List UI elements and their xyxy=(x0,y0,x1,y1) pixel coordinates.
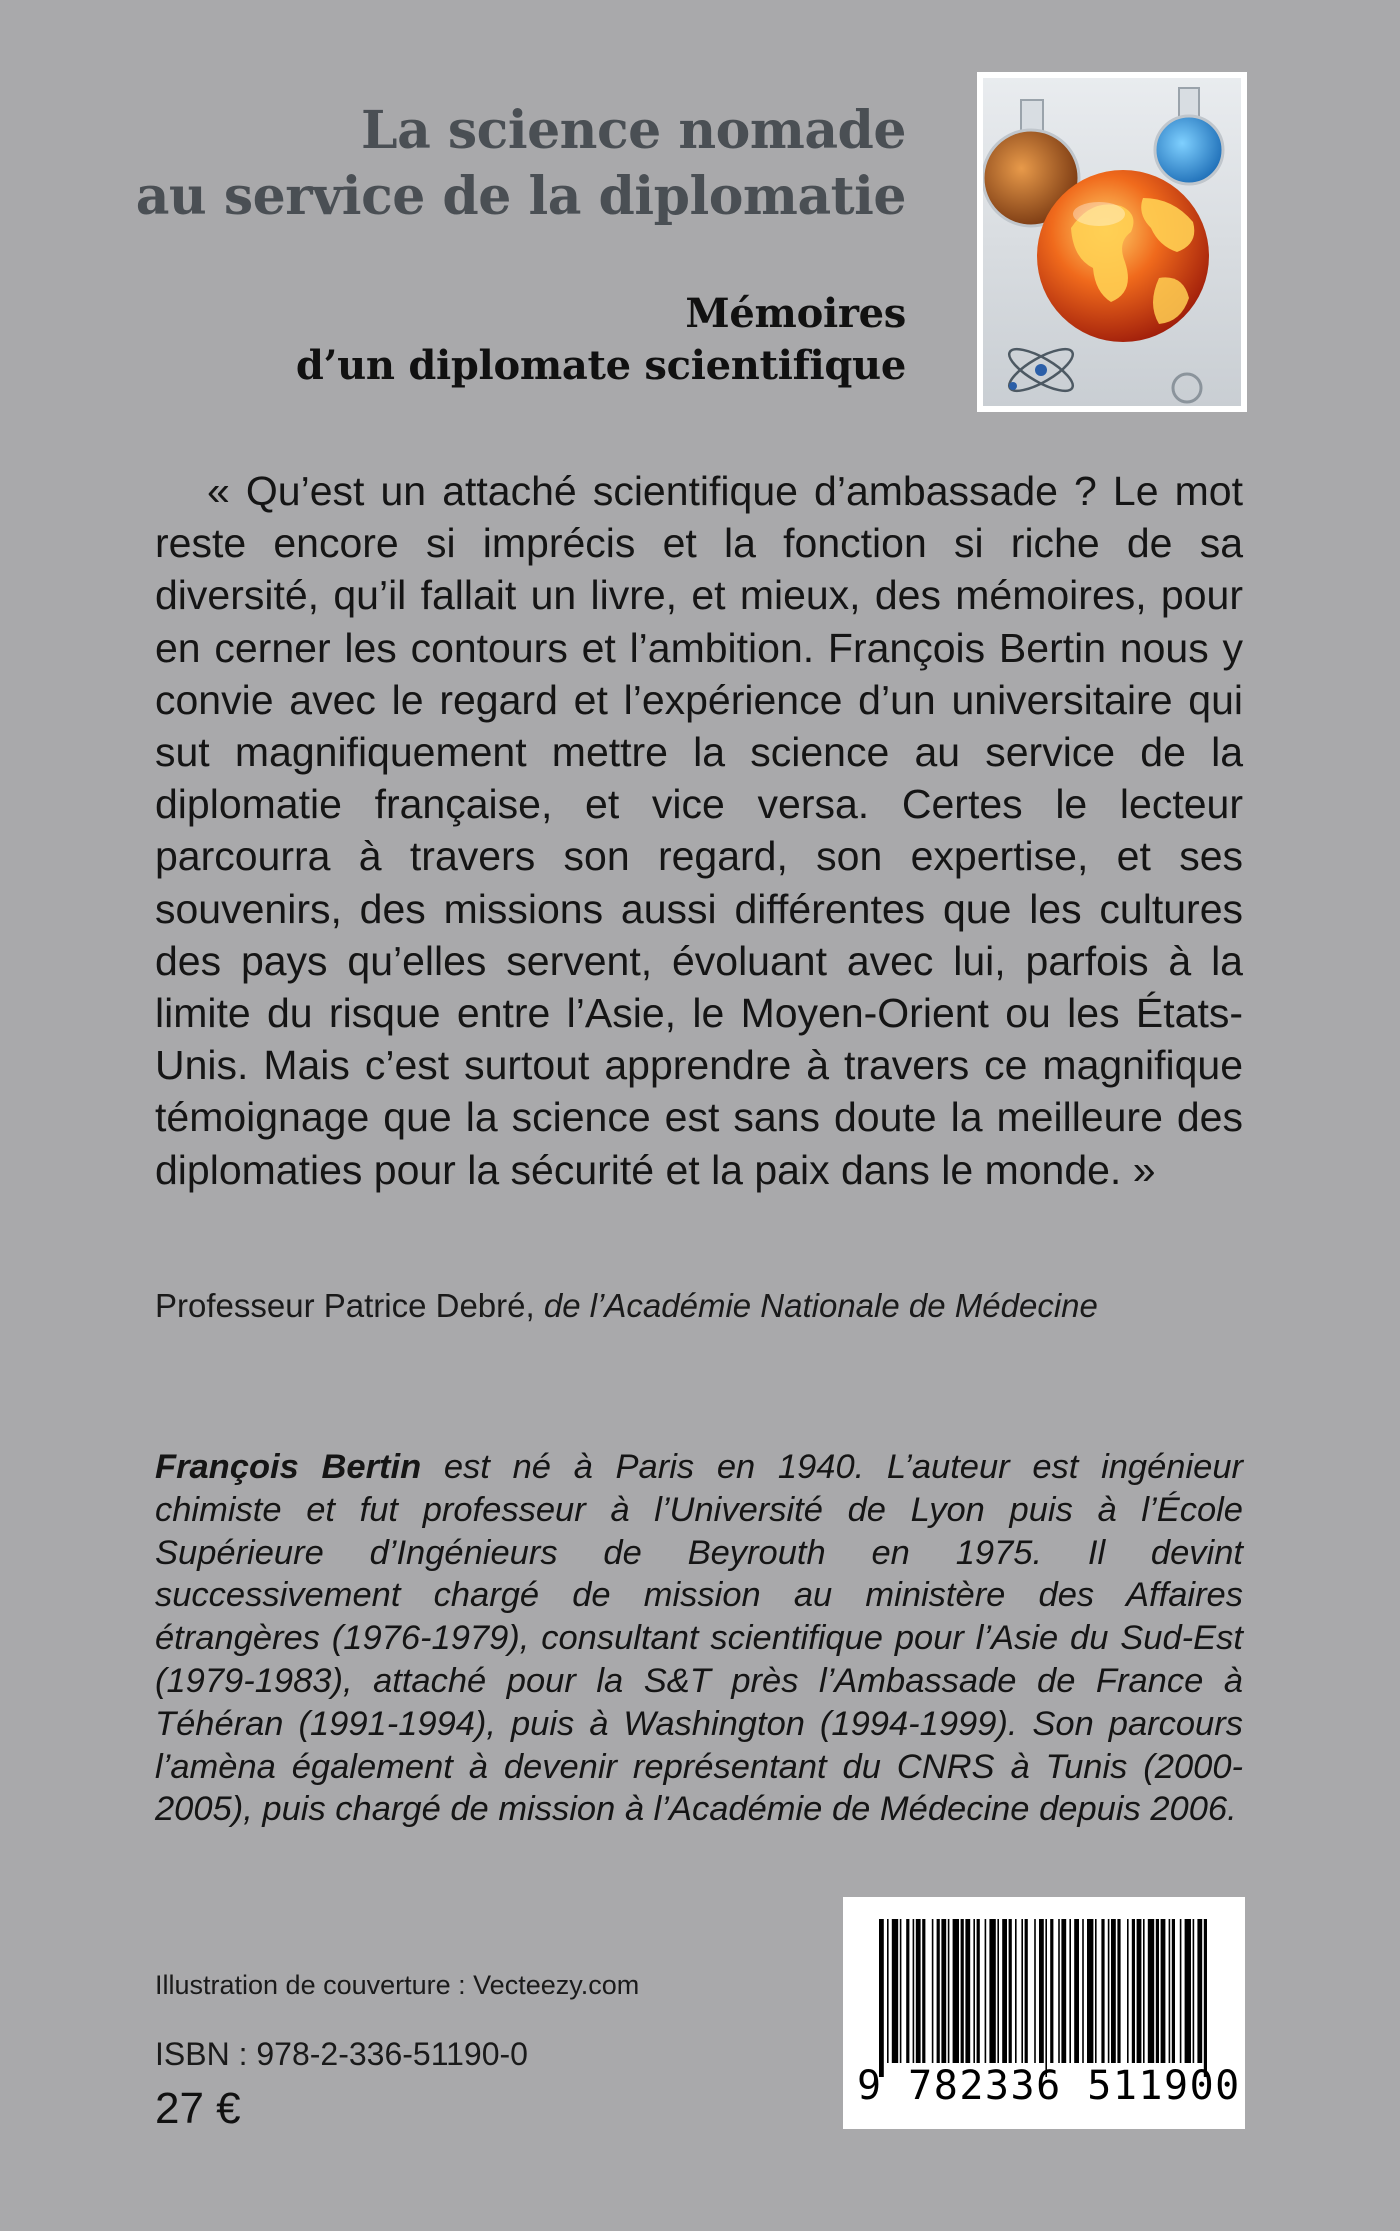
barcode-bar xyxy=(1025,1919,1028,2063)
barcode-bar xyxy=(913,1919,915,2063)
barcode-bar xyxy=(906,1919,909,2063)
barcode-bar xyxy=(941,1919,946,2063)
barcode-bar xyxy=(1009,1919,1012,2063)
barcode-bar xyxy=(997,1919,999,2063)
barcode-bar xyxy=(1039,1919,1044,2063)
book-subtitle-line-1: Mémoires xyxy=(685,290,906,337)
barcode-bar xyxy=(1156,1919,1159,2063)
barcode-bar xyxy=(1193,1919,1195,2063)
barcode-bar xyxy=(887,1919,889,2063)
barcode-bar xyxy=(1095,1919,1097,2063)
barcode-bar xyxy=(1137,1919,1142,2063)
globe-flasks-illustration xyxy=(983,78,1241,406)
barcode-bar xyxy=(879,1919,884,2077)
barcode-bar xyxy=(965,1919,970,2063)
barcode-bar xyxy=(973,1919,975,2063)
book-title-line-2: au service de la diplomatie xyxy=(135,166,906,227)
barcode-bar xyxy=(1143,1919,1145,2063)
barcode-bar xyxy=(1148,1919,1154,2063)
bio-author-name: François Bertin xyxy=(155,1448,422,1486)
barcode-bar xyxy=(892,1919,898,2063)
barcode-bar xyxy=(1197,1919,1202,2063)
quote-author: Professeur Patrice Debré, xyxy=(155,1287,535,1324)
barcode-bar xyxy=(1161,1919,1166,2063)
barcode-bar xyxy=(1034,1919,1036,2063)
barcode-bar xyxy=(1050,1919,1053,2063)
barcode-bar xyxy=(1127,1919,1129,2063)
barcode-bar xyxy=(953,1919,959,2063)
barcode-bar xyxy=(1101,1919,1104,2063)
barcode-bar xyxy=(1185,1919,1191,2063)
barcode-bar xyxy=(916,1919,921,2063)
barcode-bar xyxy=(948,1919,950,2063)
bio-text: est né à Paris en 1940. L’auteur est ingénieur chimiste et fut professeur à l’Université de Lyon puis à l’École Supérieure d’Ingénieurs de Beyrouth en 1975. Il devint successivement chargé de mission au ministère des Affaires étrangères (1976-1979), consultant scientifique pour l’Asie du Sud-Est (1979-1983), attaché pour la S&T près l’Ambassade de France à Téhéran (1991-1994), puis à Washington (1994-1999). Son parcours l’amèna également à devenir représentant du CNRS à Tunis (2000-2005), puis chargé de mission à l’Académie de Médecine depuis 2006. xyxy=(155,1448,1244,1829)
barcode-bar xyxy=(989,1919,995,2063)
book-subtitle-line-2: d’un diplomate scientifique xyxy=(295,342,906,389)
barcode-bar xyxy=(1061,1919,1066,2063)
barcode-bar xyxy=(977,1919,980,2063)
barcode-bar xyxy=(1021,1919,1023,2063)
quote-text: « Qu’est un attaché scientifique d’ambassade ? Le mot reste encore si imprécis et la fonction si riche de sa diversité, qu’il fallait un livre, et mieux, des mémoires, pour en cerner les contours et l’ambition. François Bertin nous y convie avec le regard et l’expérience d’un universitaire qui sut magnifiquement mettre la science au service de la diplomatie française, et vice versa. Certes le lecteur parcourra à travers son regard, son expertise, et ses souvenirs, des missions aussi différentes que les cultures des pays qu’elles servent, évoluant avec lui, parfois à la limite du risque entre l’Asie, le Moyen-Orient ou les États-Unis. Mais c’est surtout apprendre à travers ce magnifique témoignage que la science est sans doute la meilleure des diplomaties pour la sécurité et la paix dans le monde. » xyxy=(155,468,1243,1193)
author-bio xyxy=(155,1446,1243,1831)
barcode-bar xyxy=(1117,1919,1120,2063)
cover-thumbnail xyxy=(977,72,1247,412)
barcode-bar xyxy=(1015,1919,1017,2063)
barcode-bar xyxy=(1169,1919,1171,2063)
barcode-bar xyxy=(922,1919,925,2063)
book-title-line-1: La science nomade xyxy=(361,100,906,161)
barcode-bar xyxy=(1108,1919,1110,2063)
barcode-bar xyxy=(961,1919,964,2063)
barcode-bar xyxy=(1002,1919,1007,2063)
barcode-digits: 9 782336 511900 xyxy=(857,2063,1241,2109)
barcode-bar xyxy=(937,1919,940,2063)
barcode-bar xyxy=(1132,1919,1135,2063)
endorsement-quote xyxy=(155,465,1243,1196)
price: 27 € xyxy=(155,2084,241,2133)
barcode-bar xyxy=(985,1919,987,2063)
isbn: ISBN : 978-2-336-51190-0 xyxy=(155,2036,528,2072)
barcode-bar xyxy=(932,1919,934,2063)
barcode-bar xyxy=(1172,1919,1175,2063)
barcode-bar xyxy=(1204,1919,1207,2077)
barcode-bar xyxy=(900,1919,902,2063)
book-title xyxy=(100,98,906,230)
barcode-bar xyxy=(1111,1919,1116,2063)
globe xyxy=(1037,170,1209,342)
quote-attribution xyxy=(155,1285,1255,1327)
illustration-credit: Illustration de couverture : Vecteezy.com xyxy=(155,1970,640,2000)
barcode-bar xyxy=(1058,1919,1060,2063)
book-subtitle xyxy=(100,288,906,392)
barcode-bar xyxy=(1180,1919,1182,2063)
barcode-bar xyxy=(1082,1919,1084,2063)
barcode-bar xyxy=(1045,1919,1047,2077)
quote-affiliation: de l’Académie Nationale de Médecine xyxy=(543,1287,1098,1324)
barcode-bar xyxy=(1069,1919,1071,2063)
barcode-bar xyxy=(1087,1919,1093,2063)
barcode xyxy=(843,1897,1245,2129)
barcode-bar xyxy=(1074,1919,1079,2063)
